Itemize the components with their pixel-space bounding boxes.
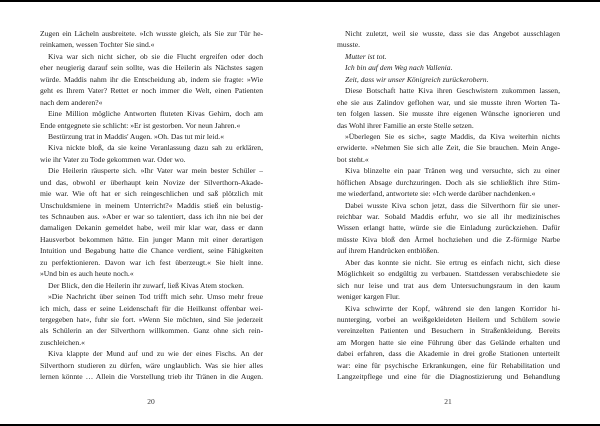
text-line: Kiva schwirrte der Kopf, während sie den langen Korridor hi- <box>345 303 560 313</box>
text-line: weniger kargen Flur. <box>337 292 400 302</box>
text-line: sich nur leise und trat aus dem Untersuchungsraum in den kaum <box>337 280 560 290</box>
text-line: ich mich, dass er seine Leidenschaft für die Heilkunst offenbar wei- <box>40 303 263 313</box>
text-line: Ich bin auf dem Weg nach Vallenia. <box>345 63 453 73</box>
text-line: Zugen ein Lächeln ausbreitete. »Ich wusste gleich, als Sie zur Tür he- <box>40 29 263 38</box>
text-line: »Die Nachricht über seinen Tod trifft mich sehr. Umso mehr freue <box>48 292 263 302</box>
text-line: geht es Ihrem Vater? Rettet er noch immer die Welt, einen Patienten <box>40 86 263 96</box>
text-line: nunterging, vorbei an weißgekleideten Heilern und Schülern sowie <box>337 314 560 324</box>
text-line: Bestürzung trat in Maddis' Augen. »Oh. Das tut mir leid.« <box>48 131 225 141</box>
text-line: Diese Botschaft hatte Kiva ihren Geschwistern zukommen lassen, <box>345 86 560 96</box>
text-line: damaligen Dekanin gemeldet habe, weil mir klar war, dass er dann <box>40 223 263 233</box>
text-line: erwiderte. »Nehmen Sie sich alle Zeit, die Sie brauchen. Mein Ange- <box>337 143 560 153</box>
text-line: »Und bin es auch heute noch.« <box>40 269 134 279</box>
text-line: mie war. Wie oft hat er sich reingeschlichen und saß plötzlich mit <box>40 189 263 199</box>
top-edge-bar <box>0 0 600 2</box>
text-line: und das, obwohl er überhaupt kein Novize der Silverthorn-Akade- <box>40 177 263 187</box>
text-line: Mutter ist tot. <box>345 51 387 61</box>
text-line: Wissen erlangt hatte, würde sie die Einladung zurückziehen. Dafür <box>337 223 560 233</box>
left-page-number: 20 <box>147 397 155 406</box>
text-line: Der Blick, den die Heilerin ihr zuwarf, ließ Kivas Atem stocken. <box>48 280 244 290</box>
text-line: zuschleichen.« <box>40 337 85 347</box>
text-line: eher neugierig darauf sein sollte, was die Heilerin als Nächstes sagen <box>40 63 263 73</box>
text-line: Die Heilerin räusperte sich. »Ihr Vater war mein bester Schüler – <box>48 166 263 176</box>
right-page-number: 21 <box>444 397 452 406</box>
text-line: das Wohl ihrer Familie an erste Stelle setzen. <box>337 120 474 130</box>
text-line: höflichen Absage durchzuringen. Doch als sie schließlich ihre Stim- <box>337 177 560 187</box>
text-line: reichbar war. Sobald Maddis erfuhr, wo sie all ihr medizinisches <box>337 212 560 221</box>
text-line: Ende entgegnete sie schlicht: »Er ist gestorben. Vor neun Jahren.« <box>40 120 241 130</box>
text-line: tergegeben hat«, fuhr sie fort. »Wenn Sie möchten, sind Sie jederzeit <box>40 314 263 324</box>
text-line: ten folgen lassen. Sie musste ihre eigenen Wünsche ignorieren und <box>337 109 560 119</box>
text-line: müsste Kiva bloß den Ärmel hochziehen und die Z-förmige Narbe <box>337 234 560 244</box>
text-line: Langzeitpflege und eine für die Diagnostizierung und Behandlung <box>337 372 560 382</box>
text-line: bot steht.« <box>337 154 369 164</box>
text-line: am Morgen hatte sie eine Führung über das Gelände erhalten und <box>337 337 560 347</box>
text-line: lernen könnte … Allein die Vorstellung trieb ihr Tränen in die Augen. <box>40 372 263 382</box>
text-line: Nicht zuletzt, weil sie wusste, dass sie das Angebot ausschlagen <box>345 29 560 38</box>
text-line: Silverthorn studieren zu dürfen, wäre unglaublich. Was sie hier alles <box>40 360 263 370</box>
right-page-text <box>337 28 560 383</box>
text-line: tes Schnauben aus. »Aber er war so talentiert, dass ich ihn nie bei der <box>40 212 263 221</box>
text-line: Aber das konnte sie nicht. Sie ertrug es einfach nicht, sich diese <box>345 257 560 267</box>
text-line: Hausverbot bekommen hätte. Ein junger Mann mit einer derartigen <box>40 234 263 244</box>
text-line: Kiva blinzelte ein paar Tränen weg und versuchte, sich zu einer <box>345 166 560 176</box>
text-line: vereinzelten Patienten und Besuchern in Straßenkleidung. Bereits <box>337 326 560 336</box>
text-line: wie ihr Vater zu Tode gekommen war. Oder wo. <box>40 154 186 164</box>
text-line: dabei erfahren, dass die Akademie in drei große Stationen unterteilt <box>337 349 560 359</box>
text-line: Eine Million mögliche Antworten fluteten Kivas Gehirn, doch am <box>48 109 263 119</box>
text-line: zu perfektionieren. Davon war ich fest überzeugt.« Sie hielt inne. <box>40 257 263 267</box>
text-line: nach dem anderen?« <box>40 97 103 107</box>
text-line: reinkamen, wessen Tochter Sie sind.« <box>40 40 155 50</box>
text-line: Kiva war sich nicht sicher, ob sie die Flucht ergreifen oder doch <box>48 51 263 61</box>
text-line: Kiva nickte bloß, da sie keine Veranlassung dazu sah zu erklären, <box>48 143 263 153</box>
text-line: Intuition und Begabung hatte die Chance verdient, seine Fähigkeiten <box>40 246 263 256</box>
left-page-text <box>40 28 263 383</box>
text-line: Zeit, dass wir unser Königreich zurückerobern. <box>345 74 489 84</box>
text-line: war: eine für psychische Erkrankungen, eine für Rehabilitation und <box>337 360 560 370</box>
text-line: auf ihrem Handrücken entblößen. <box>337 246 440 256</box>
text-line: Möglichkeit so endgültig zu verbauen. Stattdessen verabschiedete sie <box>337 269 560 279</box>
text-line: »Überlegen Sie es sich«, sagte Maddis, da Kiva weiterhin nichts <box>345 131 560 141</box>
text-line: würde. Maddis nahm ihr die Entscheidung ab, indem sie fragte: »Wie <box>40 74 263 84</box>
text-line: Dabei wusste Kiva schon jetzt, dass die Silverthorn für sie uner- <box>345 200 560 210</box>
text-line: Unschuldsmiene in meinem Unterricht?« Maddis stieß ein belustig- <box>40 200 263 210</box>
text-line: als Schülerin an der Silverthorn willkommen. Ganz ohne sich rein- <box>40 326 263 336</box>
text-line: musste. <box>337 40 360 50</box>
text-line: me wiederfand, antwortete sie: »Ich werde darüber nachdenken.« <box>337 189 536 199</box>
text-line: ehe sie aus Zalindov geflohen war, und sie musste ihren Worten Ta- <box>337 97 560 107</box>
text-line: Kiva klappte der Mund auf und zu wie der eines Fischs. An der <box>48 349 263 359</box>
